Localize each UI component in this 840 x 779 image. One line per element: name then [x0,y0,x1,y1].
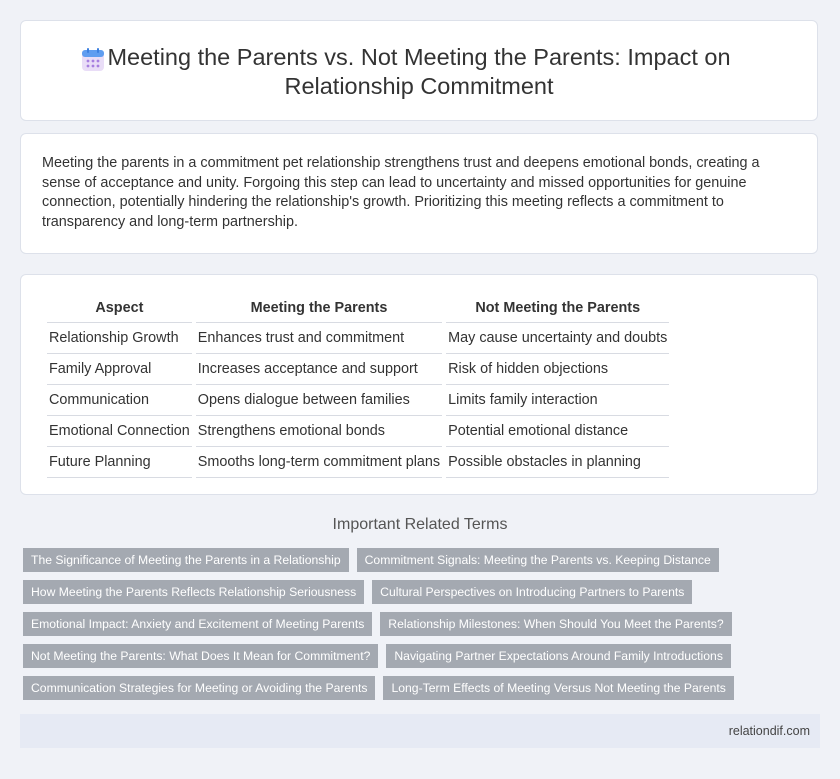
page-title: Meeting the Parents vs. Not Meeting the Parents: Impact on Relationship Commitment [107,44,731,99]
tag-row [23,612,823,636]
tag-row [23,548,823,572]
footer-bar [20,714,820,748]
comparison-table [43,296,673,478]
related-term-link[interactable]: Navigating Partner Expectations Around Family Introductions [386,644,731,668]
table-row [47,416,669,447]
header-meeting: Meeting the Parents [250,300,388,316]
cell-aspect: Family Approval [47,354,192,385]
intro-paragraph: Meeting the parents in a commitment pet relationship strengthens trust and deepens emotional bonds, creating a sense of acceptance and unity. Forgoing this step can lead to uncertainty and missed opportunities for genuine connection, potentially hindering the relationship's growth. Prioritizing this meeting reflects a commitment to transparency and long-term partnership. [42,155,760,230]
related-term-link[interactable]: Not Meeting the Parents: What Does It Mean for Commitment? [23,644,378,668]
comparison-card [20,274,818,495]
table-row [47,354,669,385]
site-link[interactable]: relationdif.com [728,724,810,738]
related-term-link[interactable]: Communication Strategies for Meeting or Avoiding the Parents [23,676,375,700]
related-term-link[interactable]: Emotional Impact: Anxiety and Excitement of Meeting Parents [23,612,372,636]
table-row [47,447,669,478]
cell-not-meeting: Risk of hidden objections [446,354,669,385]
cell-meeting: Strengthens emotional bonds [196,416,442,447]
tag-row [23,580,823,604]
intro-card [20,133,818,254]
cell-aspect: Future Planning [47,447,192,478]
table-row [47,385,669,416]
header-aspect: Aspect [95,300,144,316]
header-not-meeting: Not Meeting the Parents [475,300,641,316]
related-term-link[interactable]: Long-Term Effects of Meeting Versus Not Meeting the Parents [383,676,733,700]
cell-aspect: Communication [47,385,192,416]
tag-row [23,644,823,668]
related-term-link[interactable]: How Meeting the Parents Reflects Relationship Seriousness [23,580,364,604]
table-row [47,322,669,354]
cell-not-meeting: Potential emotional distance [446,416,669,447]
related-term-link[interactable]: Cultural Perspectives on Introducing Partners to Parents [372,580,692,604]
cell-aspect: Emotional Connection [47,416,192,447]
related-terms-title: Important Related Terms [332,516,508,533]
cell-not-meeting: May cause uncertainty and doubts [446,322,669,354]
related-term-link[interactable]: Relationship Milestones: When Should You Meet the Parents? [380,612,731,636]
cell-meeting: Enhances trust and commitment [196,322,442,354]
related-term-link[interactable]: The Significance of Meeting the Parents in a Relationship [23,548,349,572]
cell-meeting: Opens dialogue between families [196,385,442,416]
cell-meeting: Increases acceptance and support [196,354,442,385]
table-header-row [47,296,669,322]
cell-not-meeting: Possible obstacles in planning [446,447,669,478]
header-card [20,20,818,121]
cell-meeting: Smooths long-term commitment plans [196,447,442,478]
cell-not-meeting: Limits family interaction [446,385,669,416]
tag-row [23,676,823,700]
related-terms-list [23,548,823,708]
cell-aspect: Relationship Growth [47,322,192,354]
related-term-link[interactable]: Commitment Signals: Meeting the Parents vs. Keeping Distance [357,548,719,572]
